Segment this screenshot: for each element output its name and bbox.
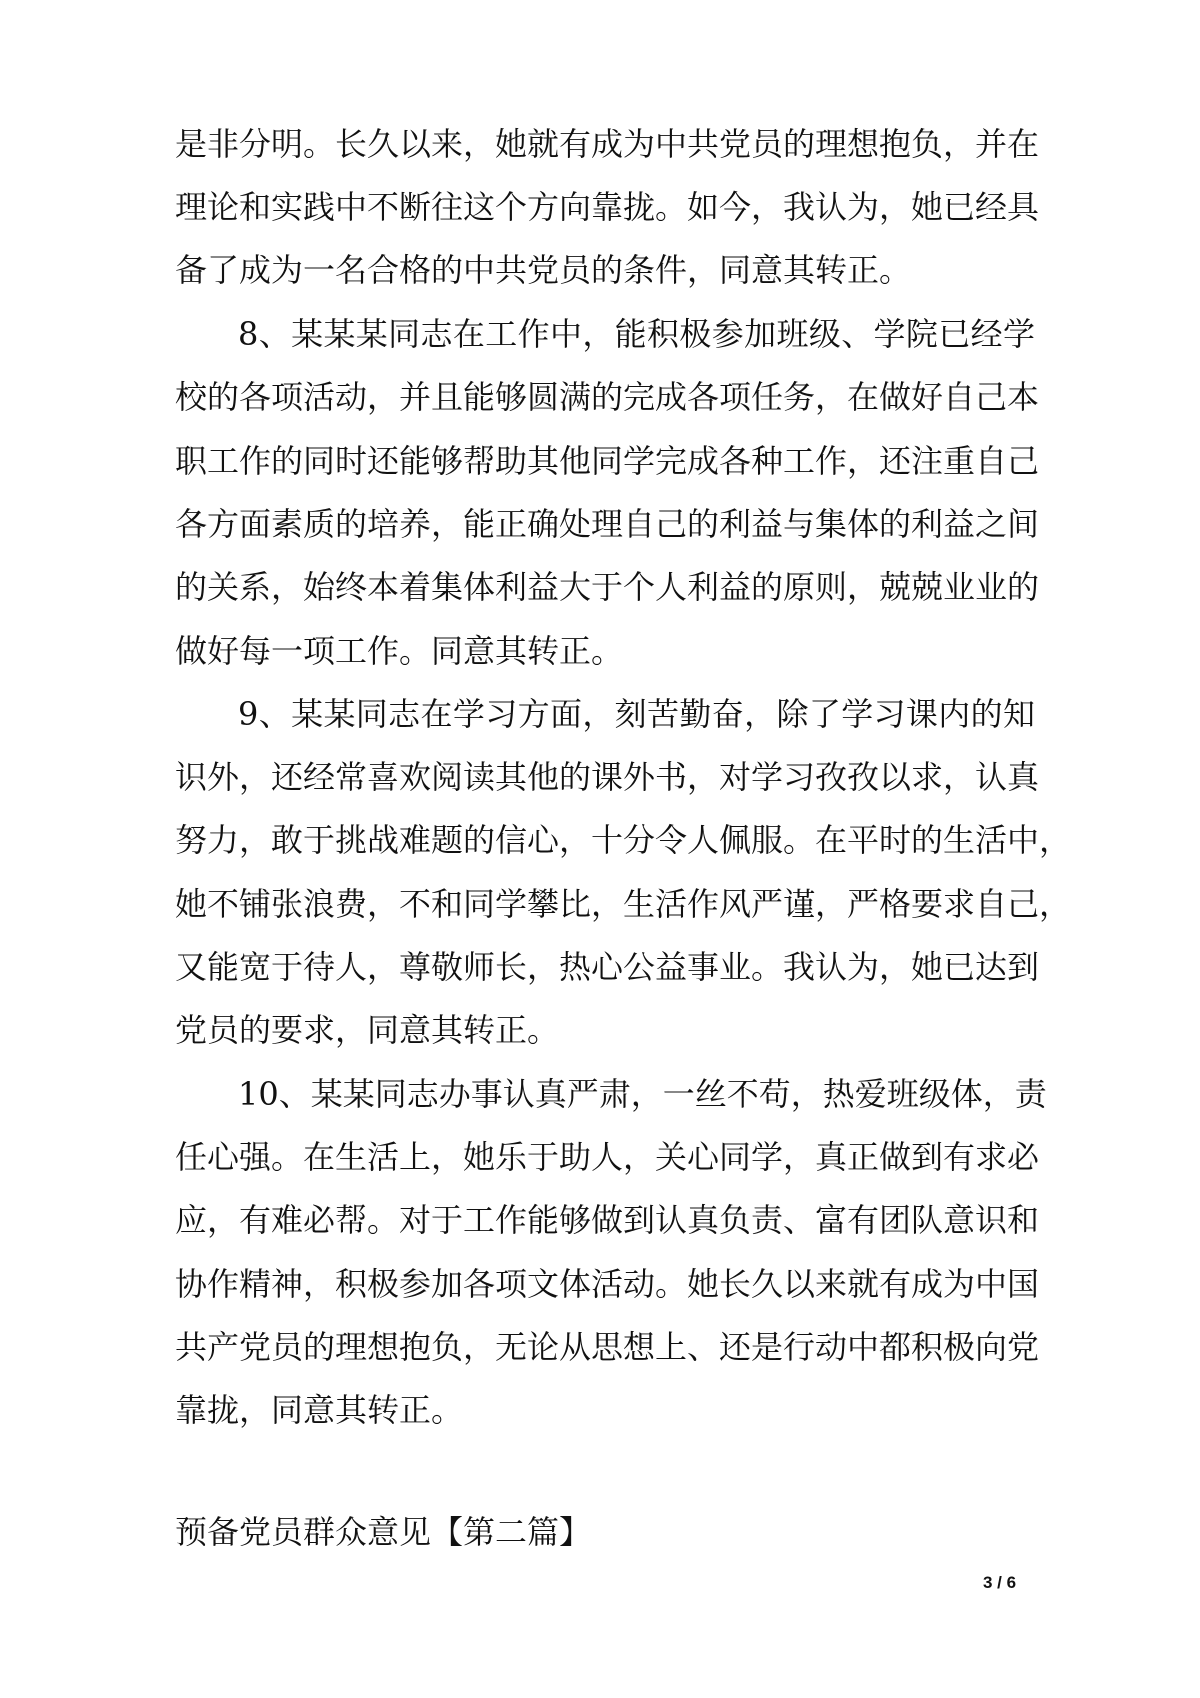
paragraph-line: 是非分明。长久以来，她就有成为中共党员的理想抱负，并在 — [175, 125, 1040, 163]
paragraph-line: 共产党员的理想抱负，无论从思想上、还是行动中都积极向党 — [175, 1328, 1040, 1366]
paragraph-line: 协作精神，积极参加各项文体活动。她长久以来就有成为中国 — [175, 1265, 1040, 1303]
paragraph-line: 应，有难必帮。对于工作能够做到认真负责、富有团队意识和 — [175, 1201, 1040, 1239]
paragraph-line: 任心强。在生活上，她乐于助人，关心同学，真正做到有求必 — [175, 1138, 1040, 1176]
paragraph-line: 8、某某某同志在工作中，能积极参加班级、学院已经学 — [238, 315, 1035, 353]
paragraph-line: 校的各项活动，并且能够圆满的完成各项任务，在做好自己本 — [175, 378, 1040, 416]
paragraph-line: 又能宽于待人，尊敬师长，热心公益事业。我认为，她已达到 — [175, 948, 1040, 986]
paragraph-line: 党员的要求，同意其转正。 — [175, 1011, 560, 1049]
paragraph-line: 9、某某同志在学习方面，刻苦勤奋，除了学习课内的知 — [238, 695, 1035, 733]
paragraph-line: 职工作的同时还能够帮助其他同学完成各种工作，还注重自己 — [175, 442, 1040, 480]
paragraph-line: 识外，还经常喜欢阅读其他的课外书，对学习孜孜以求，认真 — [175, 758, 1040, 796]
paragraph-line: 理论和实践中不断往这个方向靠拢。如今，我认为，她已经具 — [175, 188, 1040, 226]
section-heading: 预备党员群众意见【第二篇】 — [175, 1513, 592, 1551]
paragraph-line: 努力，敢于挑战难题的信心，十分令人佩服。在平时的生活中， — [175, 821, 1072, 859]
paragraph-line: 靠拢，同意其转正。 — [175, 1391, 464, 1429]
paragraph-line: 她不铺张浪费，不和同学攀比，生活作风严谨，严格要求自己， — [175, 885, 1072, 923]
paragraph-line: 备了成为一名合格的中共党员的条件，同意其转正。 — [175, 251, 912, 289]
paragraph-line: 的关系，始终本着集体利益大于个人利益的原则，兢兢业业的 — [175, 568, 1040, 606]
paragraph-line: 各方面素质的培养，能正确处理自己的利益与集体的利益之间 — [175, 505, 1040, 543]
paragraph-line: 做好每一项工作。同意其转正。 — [175, 632, 624, 670]
page-number: 3 / 6 — [983, 1573, 1017, 1592]
paragraph-line: 10、某某同志办事认真严肃，一丝不苟，热爱班级体，责 — [238, 1075, 1047, 1113]
